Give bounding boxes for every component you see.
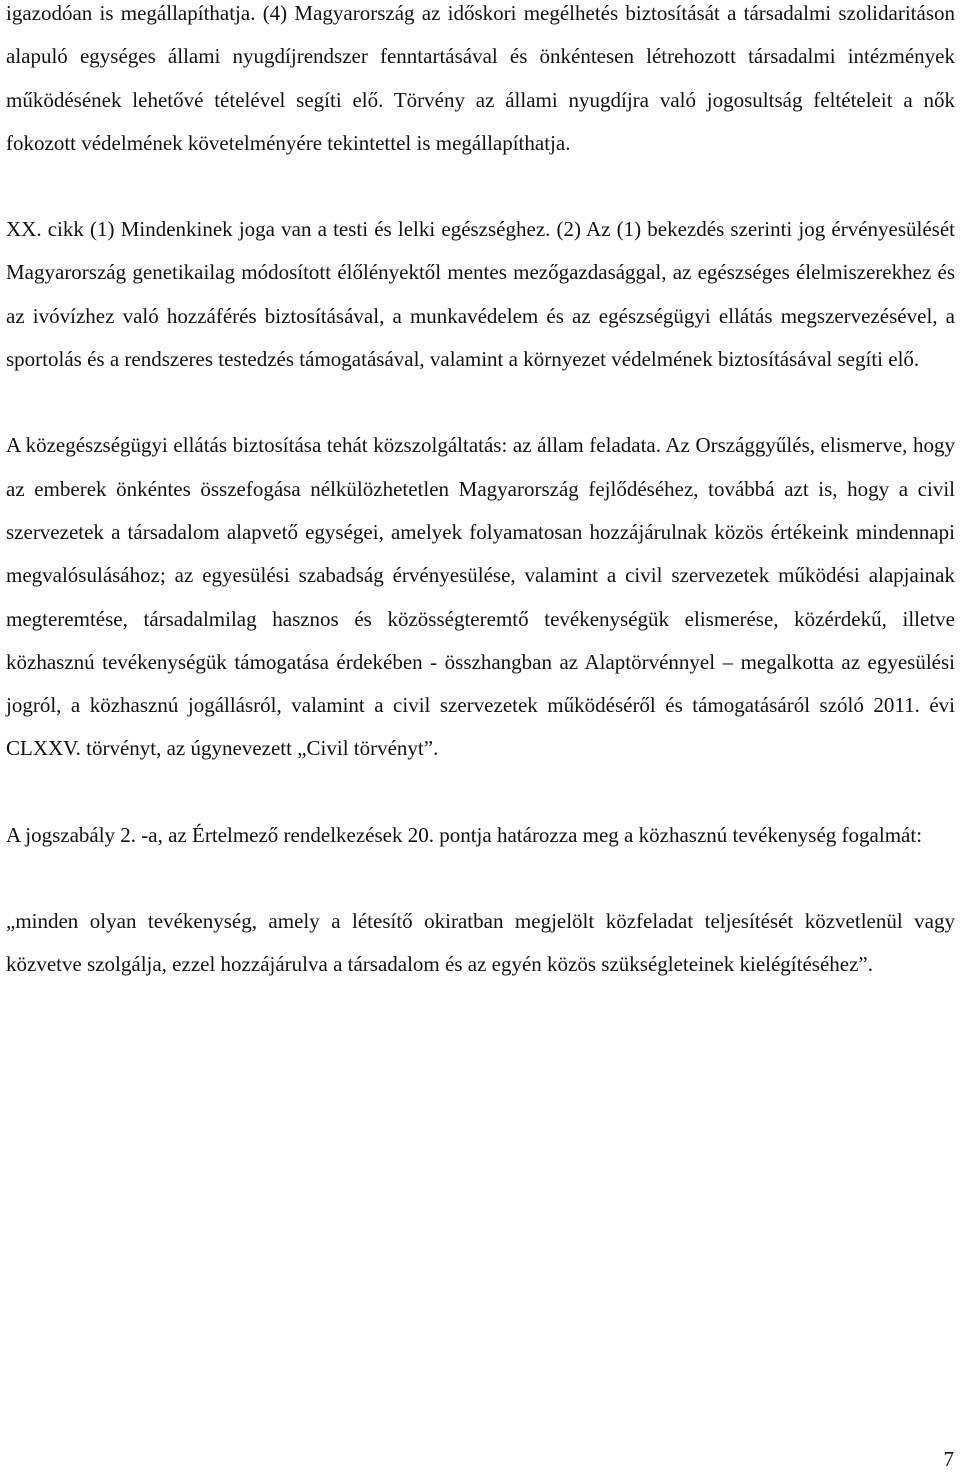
paragraph-definition-quote: „minden olyan tevékenység, amely a létesítő okiratban megjelölt közfeladat teljesítését közvetlenül vagy közvetve szolgálja, ezzel hozzájárulva a társadalom és az egyén közös szükségleteinek kielégítéséhez”. [6, 909, 955, 977]
paragraph-spacer [6, 381, 955, 424]
page-number: 7 [943, 1447, 954, 1471]
paragraph-definition-intro: A jogszabály 2. -a, az Értelmező rendelkezések 20. pontja határozza meg a közhasznú tevékenység fogalmát: [6, 822, 923, 847]
paragraph-spacer [6, 857, 955, 900]
paragraph-article-xx: XX. cikk (1) Mindenkinek joga van a testi és lelki egészséghez. (2) Az (1) bekezdés szerinti jog érvényesülését Magyarország genetikailag módosított élőlényektől mentes mezőgazdasággal, az egészséges élelmiszerekhez és az ivóvízhez való hozzáférés biztosításával, a munkavédelem és az egészségügyi ellátás megszervezésével, a sportolás és a rendszeres testedzés támogatásával, valamint a környezet védelmének biztosításával segíti elő. [6, 217, 955, 372]
paragraph-pension: igazodóan is megállapíthatja. (4) Magyarország az időskori megélhetés biztosítását a társadalmi szolidaritáson alapuló egységes állami nyugdíjrendszer fenntartásával és önkéntesen létrehozott társadalmi intézmények működésének lehetővé tételével segíti elő. Törvény az állami nyugdíjra való jogosultság feltételeit a nők fokozott védelmének követelményére tekintettel is megállapíthatja. [6, 1, 955, 155]
paragraph-spacer [6, 771, 955, 814]
document-page [6, 0, 955, 987]
paragraph-spacer [6, 165, 955, 208]
paragraph-civil-law: A közegészségügyi ellátás biztosítása tehát közszolgáltatás: az állam feladata. Az Országgyűlés, elismerve, hogy az emberek önkéntes összefogása nélkülözhetetlen Magyarország fejlődéséhez, továbbá azt is, hogy a civil szervezetek a társadalom alapvető egységei, amelyek folyamatosan hozzájárulnak közös értékeink mindennapi megvalósulásához; az egyesülési szabadság érvényesülése, valamint a civil szervezetek működési alapjainak megteremtése, társadalmilag hasznos és közösségteremtő tevékenységük elismerése, közérdekű, illetve közhasznú tevékenységük támogatása érdekében - összhangban az Alaptörvénnyel – megalkotta az egyesülési jogról, a közhasznú jogállásról, valamint a civil szervezetek működéséről és támogatásáról szóló 2011. évi CLXXV. törvényt, az úgynevezett „Civil törvényt”. [6, 433, 955, 761]
